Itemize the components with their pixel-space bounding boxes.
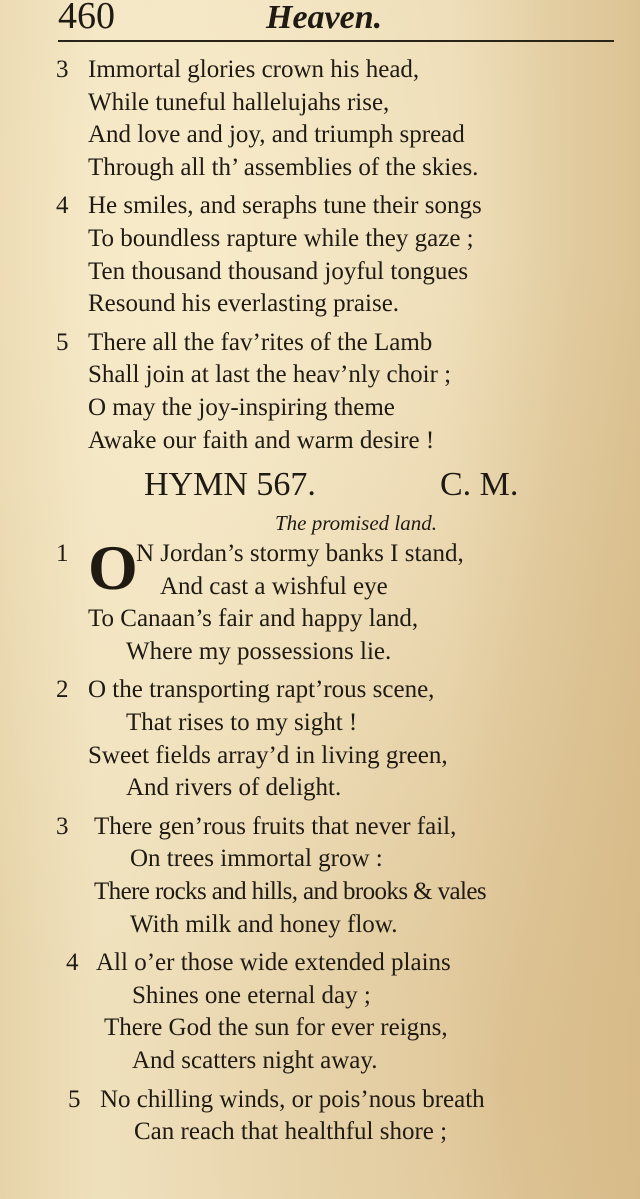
verse-line: Sweet fields array’d in living green, [88,741,448,769]
stanza-3 [56,54,616,184]
verse-line: 5 There all the fav’rites of the Lamb [56,327,616,360]
running-head: Heaven. [266,0,383,36]
verse-line: Shines one eternal day ; [132,981,371,1009]
verse-line: Awake our faith and warm desire ! [88,426,435,454]
verse-line: While tuneful hallelujahs rise, [88,88,390,116]
verse-line: 1 O N Jordan’s stormy banks I stand, [56,532,464,603]
verse-line: With milk and honey flow. [130,910,398,938]
verse-line: 3 Immortal glories crown his head, [56,54,616,87]
verse-line: Through all th’ assemblies of the skies. [88,153,479,181]
verse-line: On trees immortal grow : [130,845,383,873]
stanza-number: 5 [56,328,69,356]
verse-line: 4 He smiles, and seraphs tune their songs [56,190,616,223]
verse-line: 2 O the transporting rapt’rous scene, [56,674,616,707]
stanza-number: 4 [66,949,79,977]
verse-line: There God the sun for ever reigns, [104,1014,448,1042]
page-number: 460 [58,0,115,37]
stanza-5 [56,1084,616,1149]
hymn-567 [56,462,616,1155]
continued-hymn [56,54,616,463]
stanza-number: 3 [56,812,69,840]
stanza-number: 4 [56,192,69,220]
verse-line: Resound his everlasting praise. [88,290,400,318]
page-header [58,0,614,42]
verse-line: And love and joy, and triumph spread [88,121,465,149]
verse-line: O may the joy-inspiring theme [88,393,395,421]
stanza-5 [56,327,616,457]
stanza-number: 5 [68,1085,81,1113]
hymn-subtitle: The promised land. [275,511,437,535]
hymn-heading [144,462,616,508]
verse-line: Where my possessions lie. [126,637,392,665]
verse-line: Shall join at last the heav’nly choir ; [88,361,452,389]
stanza-4 [56,947,616,1077]
hymn-title: HYMN 567. [144,466,316,503]
verse-line: To Canaan’s fair and happy land, [88,605,419,633]
hymn-meter: C. M. [440,466,519,503]
verse-line: 4 All o’er those wide extended plains [56,947,616,980]
stanza-1 [56,532,616,668]
stanza-number: 2 [56,676,69,704]
verse-line: 5 No chilling winds, or pois’nous breath [56,1084,616,1117]
verse-line: That rises to my sight ! [126,708,358,736]
verse-line: And cast a wishful eye [160,572,388,600]
verse-line: There rocks and hills, and brooks & vales [94,877,486,905]
verse-line: Can reach that healthful shore ; [134,1118,448,1146]
stanza-number: 3 [56,56,69,83]
verse-line: Ten thousand thousand joyful tongues [88,257,469,285]
verse-line: And rivers of delight. [126,774,342,802]
verse-line: And scatters night away. [132,1046,378,1074]
verse-line: 3 There gen’rous fruits that never fail, [56,811,616,844]
stanza-2 [56,674,616,804]
drop-cap: O [88,532,138,603]
stanza-number: 1 [56,540,69,567]
stanza-4 [56,190,616,320]
stanza-3 [56,811,616,941]
verse-line: To boundless rapture while they gaze ; [88,224,474,252]
